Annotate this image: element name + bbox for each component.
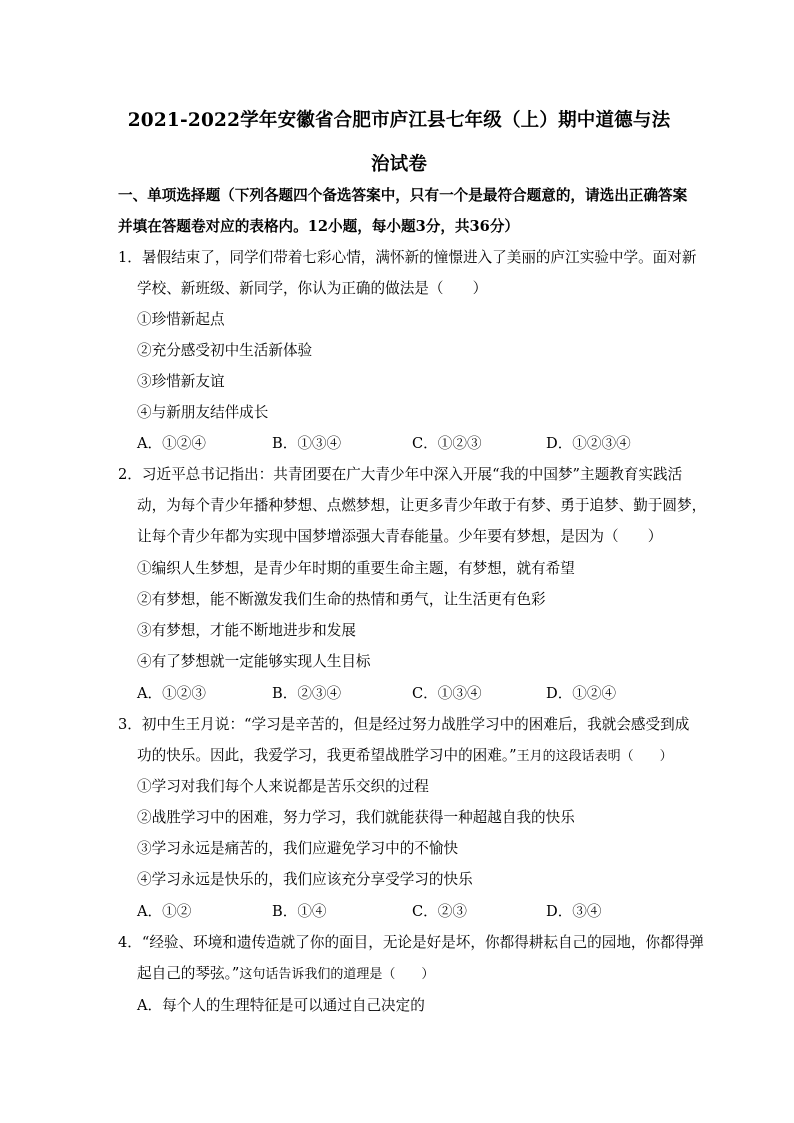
exam-title-line2: 治试卷	[370, 154, 428, 175]
question-stem-line: 3．初中生王月说：“学习是辛苦的，但是经过努力战胜学习中的困难后，我就会感受到成	[118, 716, 690, 733]
exam-title-line1: 2021-2022学年安徽省合肥市庐江县七年级（上）期中道德与法	[127, 110, 671, 131]
question-stem-line: 学校、新班级、新同学，你认为正确的做法是（ ）	[137, 280, 488, 297]
statement-item: ①珍惜新起点	[137, 311, 225, 328]
answer-option-b[interactable]: B．②③④	[272, 685, 342, 702]
question-stem-text: 功的快乐。因此，我爱学习，我更希望战胜学习中的困难。”	[137, 747, 517, 764]
question-stem-line	[137, 964, 434, 985]
answer-option-a[interactable]: A．①②③	[137, 685, 206, 702]
statement-item: ④学习永远是快乐的，我们应该充分享受学习的快乐	[137, 871, 473, 888]
statement-item: ①编织人生梦想，是青少年时期的重要生命主题，有梦想，就有希望	[137, 560, 575, 577]
question-stem-text: 起自己的琴弦。”	[137, 965, 240, 982]
statement-item: ③珍惜新友谊	[137, 373, 225, 390]
question-stem-line: 让每个青少年都为实现中国梦增添强大青春能量。少年要有梦想，是因为（ ）	[137, 528, 663, 545]
question-stem-line: 1．暑假结束了，同学们带着七彩心情，满怀新的憧憬进入了美丽的庐江实验中学。面对新	[118, 249, 697, 266]
question-stem-line: 2．习近平总书记指出：共青团要在广大青少年中深入开展“我的中国梦”主题教育实践活	[118, 466, 683, 483]
statement-item: ③有梦想，才能不断地进步和发展	[137, 622, 356, 639]
statement-item: ②有梦想，能不断激发我们生命的热情和勇气，让生活更有色彩	[137, 591, 546, 608]
statement-item: ②战胜学习中的困难，努力学习，我们就能获得一种超越自我的快乐	[137, 809, 575, 826]
statement-item: ①学习对我们每个人来说都是苦乐交织的过程	[137, 778, 429, 795]
answer-option-c[interactable]: C．①③④	[412, 685, 482, 702]
statement-item: ④与新朋友结伴成长	[137, 404, 269, 421]
statement-item: ④有了梦想就一定能够实现人生目标	[137, 653, 371, 670]
question-stem-line: 4．“经验、环境和遗传造就了你的面目，无论是好是坏，你都得耕耘自己的园地，你都得弹	[118, 934, 704, 951]
question-stem-line: 动，为每个青少年播种梦想、点燃梦想，让更多青少年敢于有梦、勇于追梦、勤于圆梦，	[137, 497, 707, 514]
answer-option-d[interactable]: D．①②③④	[546, 435, 631, 452]
question-stem-tail: 王月的这段话表明（ ）	[516, 749, 673, 764]
answer-option-c[interactable]: C．①②③	[412, 435, 482, 452]
section-heading-line1: 一、单项选择题（下列各题四个备选答案中，只有一个是最符合题意的，请选出正确答案	[118, 187, 688, 204]
statement-item: ③学习永远是痛苦的，我们应避免学习中的不愉快	[137, 840, 459, 857]
answer-option-d[interactable]: D．①②④	[546, 685, 617, 702]
statement-item: ②充分感受初中生活新体验	[137, 342, 313, 359]
question-stem-line	[137, 746, 673, 767]
answer-option-a[interactable]: A．每个人的生理特征是可以通过自己决定的	[137, 997, 425, 1014]
answer-option-d[interactable]: D．③④	[546, 903, 602, 920]
answer-option-b[interactable]: B．①④	[272, 903, 327, 920]
answer-option-b[interactable]: B．①③④	[272, 435, 342, 452]
answer-option-a[interactable]: A．①②④	[137, 435, 206, 452]
section-heading-line2: 并填在答题卷对应的表格内。12小题，每小题3分，共36分）	[118, 218, 520, 235]
answer-option-a[interactable]: A．①②	[137, 903, 192, 920]
question-stem-tail: 这句话告诉我们的道理是（ ）	[239, 967, 435, 982]
answer-option-c[interactable]: C．②③	[412, 903, 467, 920]
